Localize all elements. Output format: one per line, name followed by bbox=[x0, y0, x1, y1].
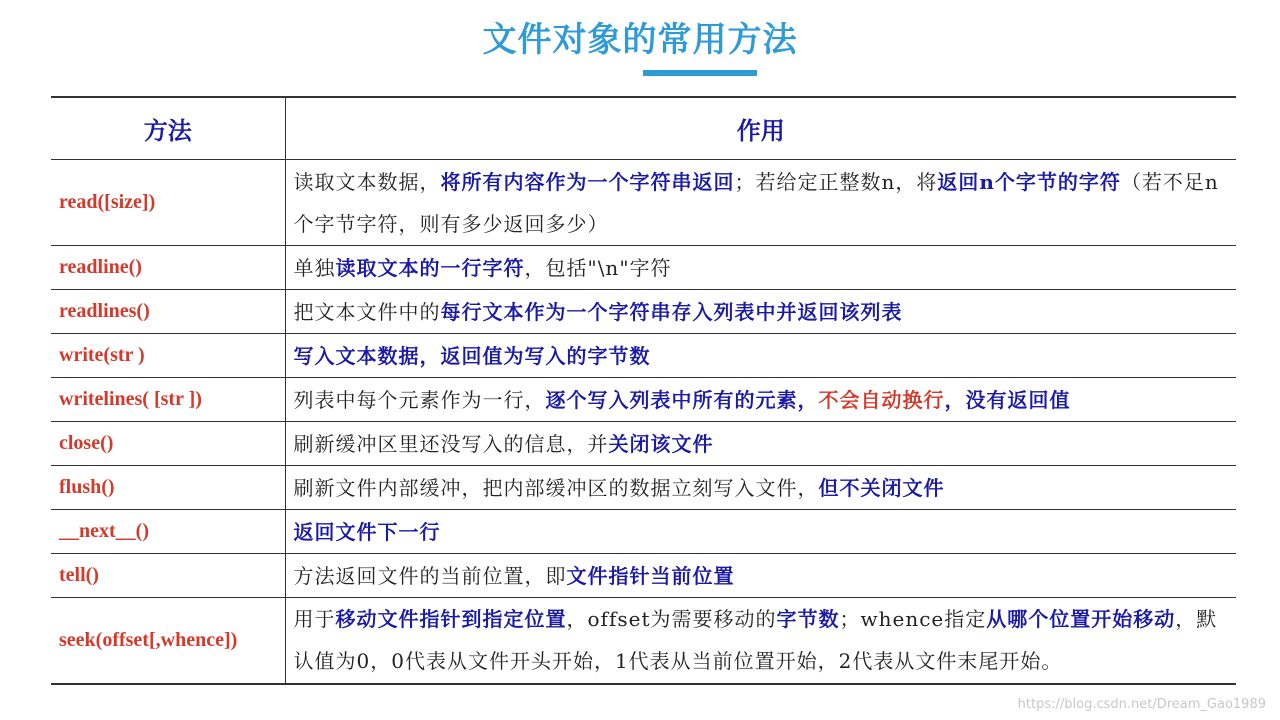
method-name: readlines() bbox=[51, 290, 285, 334]
method-name: read([size]) bbox=[51, 160, 285, 246]
method-name: flush() bbox=[51, 466, 285, 510]
method-name: write(str ) bbox=[51, 334, 285, 378]
method-description bbox=[285, 422, 1236, 466]
table-row bbox=[51, 160, 1236, 246]
description-segment: ，默认值为0，0代表从文件开头开始，1代表从当前位置开始，2代表从文件末尾开始。 bbox=[293, 607, 1218, 674]
methods-table bbox=[51, 96, 1236, 685]
description-segment: 将所有内容作为一个字符串返回 bbox=[440, 169, 735, 194]
description-segment: 刷新文件内部缓冲，把内部缓冲区的数据立刻写入文件， bbox=[293, 475, 819, 500]
description-segment: 文件指针当前位置 bbox=[566, 563, 735, 588]
description-segment: 方法返回文件的当前位置，即 bbox=[293, 563, 567, 588]
method-name: seek(offset[,whence]) bbox=[51, 598, 285, 684]
description-segment: 移动文件指针到指定位置 bbox=[335, 607, 567, 632]
table-row bbox=[51, 334, 1236, 378]
table-row bbox=[51, 466, 1236, 510]
method-name: close() bbox=[51, 422, 285, 466]
method-description bbox=[285, 510, 1236, 554]
description-segment: 列表中每个元素作为一行， bbox=[293, 387, 546, 412]
method-description bbox=[285, 334, 1236, 378]
table-row bbox=[51, 290, 1236, 334]
description-segment: ，offset为需要移动的 bbox=[566, 607, 777, 632]
table-row bbox=[51, 422, 1236, 466]
page-title: 文件对象的常用方法 bbox=[482, 20, 798, 60]
description-segment: 从哪个位置开始移动 bbox=[986, 607, 1176, 632]
method-description bbox=[285, 378, 1236, 422]
table-row bbox=[51, 598, 1236, 684]
description-segment: 不会自动换行 bbox=[818, 387, 945, 412]
description-segment: 关闭该文件 bbox=[608, 431, 714, 456]
description-segment: 读取文本数据， bbox=[293, 169, 441, 194]
table-header-row bbox=[51, 97, 1236, 160]
method-description bbox=[285, 466, 1236, 510]
description-segment: 写入文本数据，返回值为写入的字节数 bbox=[293, 343, 651, 368]
description-segment: 返回文件下一行 bbox=[293, 519, 441, 544]
description-segment: 但不关闭文件 bbox=[818, 475, 945, 500]
description-segment: 单独 bbox=[293, 255, 336, 280]
method-description bbox=[285, 554, 1236, 598]
method-description bbox=[285, 598, 1236, 684]
description-segment: 每行文本作为一个字符串存入列表中并返回该列表 bbox=[440, 299, 903, 324]
method-name: tell() bbox=[51, 554, 285, 598]
table-row bbox=[51, 378, 1236, 422]
table-row bbox=[51, 510, 1236, 554]
table-row bbox=[51, 246, 1236, 290]
method-description bbox=[285, 290, 1236, 334]
method-name: __next__() bbox=[51, 510, 285, 554]
description-segment: 用于 bbox=[293, 607, 336, 632]
title-underline bbox=[643, 70, 757, 76]
header-purpose: 作用 bbox=[285, 97, 1236, 160]
header-method: 方法 bbox=[51, 97, 285, 160]
description-segment: 返回n个字节的字符 bbox=[937, 169, 1121, 194]
description-segment: ，没有返回值 bbox=[944, 387, 1071, 412]
method-description bbox=[285, 246, 1236, 290]
description-segment: 读取文本的一行字符 bbox=[335, 255, 525, 280]
description-segment: 逐个写入列表中所有的元素， bbox=[545, 387, 819, 412]
description-segment: 把文本文件中的 bbox=[293, 299, 441, 324]
description-segment: ，包括"\n"字符 bbox=[524, 255, 672, 280]
description-segment: ；若给定正整数n，将 bbox=[734, 169, 938, 194]
method-name: writelines( [str ]) bbox=[51, 378, 285, 422]
description-segment: （若不足n个字节字符，则有多少返回多少） bbox=[293, 169, 1219, 236]
watermark: https://blog.csdn.net/Dream_Gao1989 bbox=[1017, 697, 1266, 712]
description-segment: 刷新缓冲区里还没写入的信息，并 bbox=[293, 431, 609, 456]
table-row bbox=[51, 554, 1236, 598]
method-name: readline() bbox=[51, 246, 285, 290]
description-segment: 字节数 bbox=[776, 607, 840, 632]
method-description bbox=[285, 160, 1236, 246]
description-segment: ；whence指定 bbox=[839, 607, 987, 632]
